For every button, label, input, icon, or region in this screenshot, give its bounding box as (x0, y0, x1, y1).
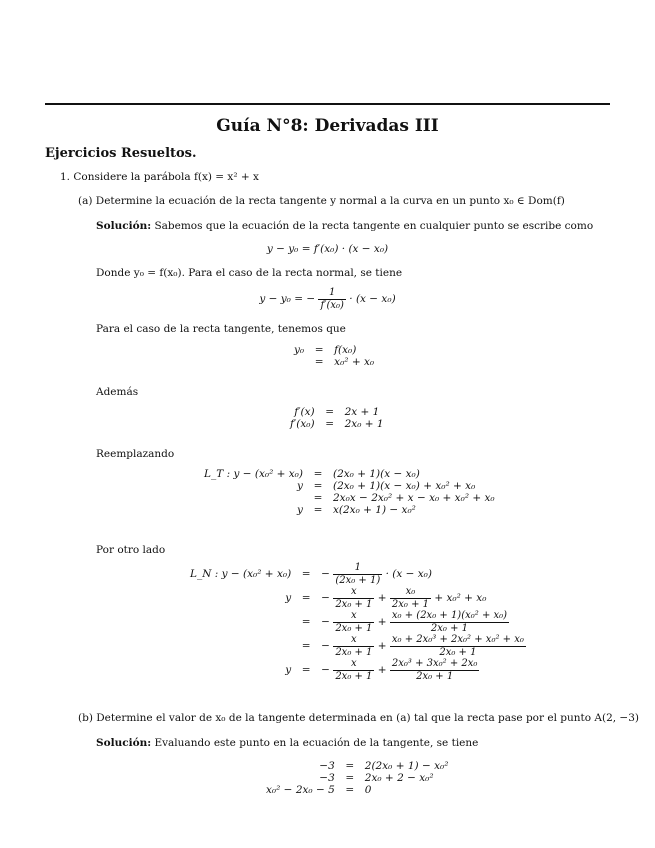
equation-row (186, 586, 530, 610)
part-a-statement (78, 195, 565, 207)
fraction-denominator: 2x₀ + 1 (335, 622, 373, 634)
eq-rhs: 2x + 1 (344, 406, 380, 418)
equation-row (200, 480, 499, 492)
eq-sign: = (345, 760, 355, 772)
eq-lhs: y (285, 592, 292, 604)
exercise-1-statement (60, 171, 259, 183)
eq-sign: = (301, 616, 311, 628)
eq-sign: = (313, 468, 323, 480)
fraction (333, 610, 374, 634)
fraction-numerator: x₀ (405, 586, 416, 597)
solution-text: Evaluando este punto en la ecuación de la tangente, se tiene (154, 737, 479, 749)
normal-eq-fraction (318, 287, 345, 311)
eq-sign: = (301, 568, 311, 580)
fraction-denominator: 2x₀ + 1 (390, 670, 480, 683)
equation-row (186, 562, 530, 586)
fraction-numerator: 1 (329, 287, 336, 298)
part-b-text: Determine el valor de x₀ de la tangente determinada en (a) tal que la recta pase por el punto A(2, −3) (96, 712, 640, 724)
section-title: Ejercicios Resueltos. (45, 146, 197, 161)
equation-row (262, 772, 452, 784)
eq-rhs: − $\frac{x}{\text{2x₀ + 1}}$ + $\frac{\text{2x₀³ + 3x₀² + 2x₀}}{\text{2x₀ + 1}}$ (321, 658, 478, 682)
derivative-equations (286, 406, 388, 430)
fraction (390, 658, 480, 682)
part-b-label: (b) (78, 712, 93, 724)
donde-text: Donde y₀ = f(x₀). Para el caso de la recta normal, se tiene (96, 267, 403, 279)
fraction-denominator: 2x₀ + 1 (335, 670, 373, 682)
reemplazando-text: Reemplazando (96, 448, 175, 460)
normal-eq-lhs: y − y₀ = − (259, 293, 316, 305)
eq-lhs (290, 356, 308, 368)
eq-rhs: − $\frac{x}{\text{2x₀ + 1}}$ + $\frac{\text{x₀}}{\text{2x₀ + 1}}$ + x₀² + x₀ (321, 586, 487, 610)
equation-row (186, 658, 530, 682)
equation-row (262, 760, 452, 772)
fraction-denominator: 2x₀ + 1 (391, 598, 430, 610)
para-tangente-text: Para el caso de la recta tangente, tenemos que (96, 323, 346, 335)
por-otro-lado-text: Por otro lado (96, 544, 166, 556)
fraction (390, 634, 526, 658)
eq-rhs: x₀² + x₀ (334, 356, 375, 368)
eq-sign: = (313, 492, 323, 504)
eq-tail: + x₀² + x₀ (434, 592, 487, 604)
eq-sign: = (301, 664, 311, 676)
fraction-numerator: x (351, 658, 357, 669)
eq-sign: = (313, 480, 323, 492)
eq-rhs (317, 562, 530, 586)
normal-line-derivation (186, 562, 530, 682)
eq-rhs: 0 (364, 784, 372, 796)
eq-rhs: − $\frac{x}{\text{2x₀ + 1}}$ + $\frac{\text{x₀ + (2x₀ + 1)(x₀² + x₀)}}{\text{2x₀ + 1}}$ (321, 610, 508, 634)
minus-sign: − (321, 568, 330, 580)
eq-lhs: x₀² − 2x₀ − 5 (266, 784, 335, 796)
fraction (333, 586, 374, 610)
fraction-numerator: 1 (354, 562, 361, 573)
fraction (333, 634, 374, 658)
eq-rhs: x(2x₀ + 1) − x₀² (332, 504, 416, 516)
fraction (390, 610, 509, 634)
eq-sign: = (325, 406, 335, 418)
fraction-numerator: x (351, 586, 357, 597)
normal-equation (0, 287, 655, 311)
header-rule (45, 103, 610, 105)
fraction-numerator: x₀ + 2x₀³ + 2x₀² + x₀² + x₀ (391, 634, 524, 645)
eq-lhs: y (297, 480, 303, 492)
part-a-text: Determine la ecuación de la recta tangente y normal a la curva en un punto x₀ ∈ Dom(f) (95, 195, 565, 207)
eq-rhs: 2x₀ + 2 − x₀² (364, 772, 434, 784)
exercise-number: 1. (60, 171, 71, 183)
page-title: Guía N°8: Derivadas III (216, 116, 439, 136)
equation-row (286, 418, 388, 430)
eq-tail: · (x − x₀) (385, 568, 432, 580)
fraction (390, 586, 431, 610)
fraction-denominator: 2x₀ + 1 (335, 598, 373, 610)
eq-lhs: L_T : y − (x₀² + x₀) (204, 468, 303, 480)
fraction-denominator: 2x₀ + 1 (390, 646, 526, 659)
eq-lhs: −3 (319, 760, 335, 772)
fraction-denominator: 2x₀ + 1 (390, 622, 509, 635)
solution-a-intro (96, 220, 593, 232)
fraction-numerator: x (351, 634, 357, 645)
eq-rhs: 2(2x₀ + 1) − x₀² (364, 760, 449, 772)
solution-b-intro (96, 737, 478, 749)
tangent-equation: y − y₀ = f′(x₀) · (x − x₀) (266, 243, 389, 255)
part-b-statement (78, 712, 639, 724)
fraction (333, 658, 374, 682)
equation-row (290, 356, 378, 368)
solution-label: Solución: (96, 220, 152, 232)
fraction-numerator: 2x₀³ + 3x₀² + 2x₀ (391, 658, 478, 669)
fraction-denominator: (2x₀ + 1) (335, 574, 381, 586)
eq-lhs: y₀ (294, 344, 305, 356)
eq-rhs: (2x₀ + 1)(x − x₀) + x₀² + x₀ (332, 480, 476, 492)
part-b-equations (262, 760, 452, 796)
eq-lhs: y (285, 664, 292, 676)
solution-text: Sabemos que la ecuación de la recta tangente en cualquier punto se escribe como (154, 220, 594, 232)
eq-lhs (186, 634, 295, 658)
equation-row (200, 492, 499, 504)
part-a-label: (a) (78, 195, 93, 207)
equation-row (286, 406, 388, 418)
eq-lhs: −3 (319, 772, 335, 784)
eq-rhs: 2x₀ + 1 (344, 418, 384, 430)
exercise-text: Considere la parábola f(x) = x² + x (73, 171, 259, 183)
equation-row (200, 504, 499, 516)
eq-lhs: f′(x) (294, 406, 315, 418)
tangent-line-derivation (200, 468, 499, 516)
eq-sign: = (314, 344, 324, 356)
equation-row (186, 610, 530, 634)
eq-sign: = (325, 418, 335, 430)
eq-sign: = (345, 784, 355, 796)
fraction-numerator: x (351, 610, 357, 621)
fraction-numerator: x₀ + (2x₀ + 1)(x₀² + x₀) (391, 610, 508, 621)
normal-eq-rhs: · (x − x₀) (349, 293, 396, 305)
eq-sign: = (345, 772, 355, 784)
fraction-denominator: f′(x₀) (320, 299, 344, 311)
equation-row (262, 784, 452, 796)
eq-lhs (200, 492, 307, 504)
y0-equations (290, 344, 378, 368)
eq-lhs: y (297, 504, 303, 516)
eq-sign: = (313, 504, 323, 516)
fraction-denominator: 2x₀ + 1 (335, 646, 373, 658)
ademas-text: Además (96, 386, 139, 398)
eq-rhs: 2x₀x − 2x₀² + x − x₀ + x₀² + x₀ (332, 492, 495, 504)
eq-lhs: L_N : y − (x₀² + x₀) (190, 568, 292, 580)
eq-rhs: f(x₀) (334, 344, 357, 356)
eq-rhs: (2x₀ + 1)(x − x₀) (332, 468, 420, 480)
eq-rhs: − $\frac{x}{\text{2x₀ + 1}}$ + $\frac{\text{x₀ + 2x₀³ + 2x₀² + x₀² + x₀}}{\text{2x₀ + 1}}$ (321, 634, 524, 658)
equation-row (290, 344, 378, 356)
equation-row (200, 468, 499, 480)
eq-sign: = (314, 356, 324, 368)
eq-lhs: f′(x₀) (290, 418, 315, 430)
eq-sign: = (301, 592, 311, 604)
eq-sign: = (301, 640, 311, 652)
eq-lhs (186, 610, 295, 634)
solution-label: Solución: (96, 737, 152, 749)
fraction (333, 562, 382, 586)
equation-row (186, 634, 530, 658)
